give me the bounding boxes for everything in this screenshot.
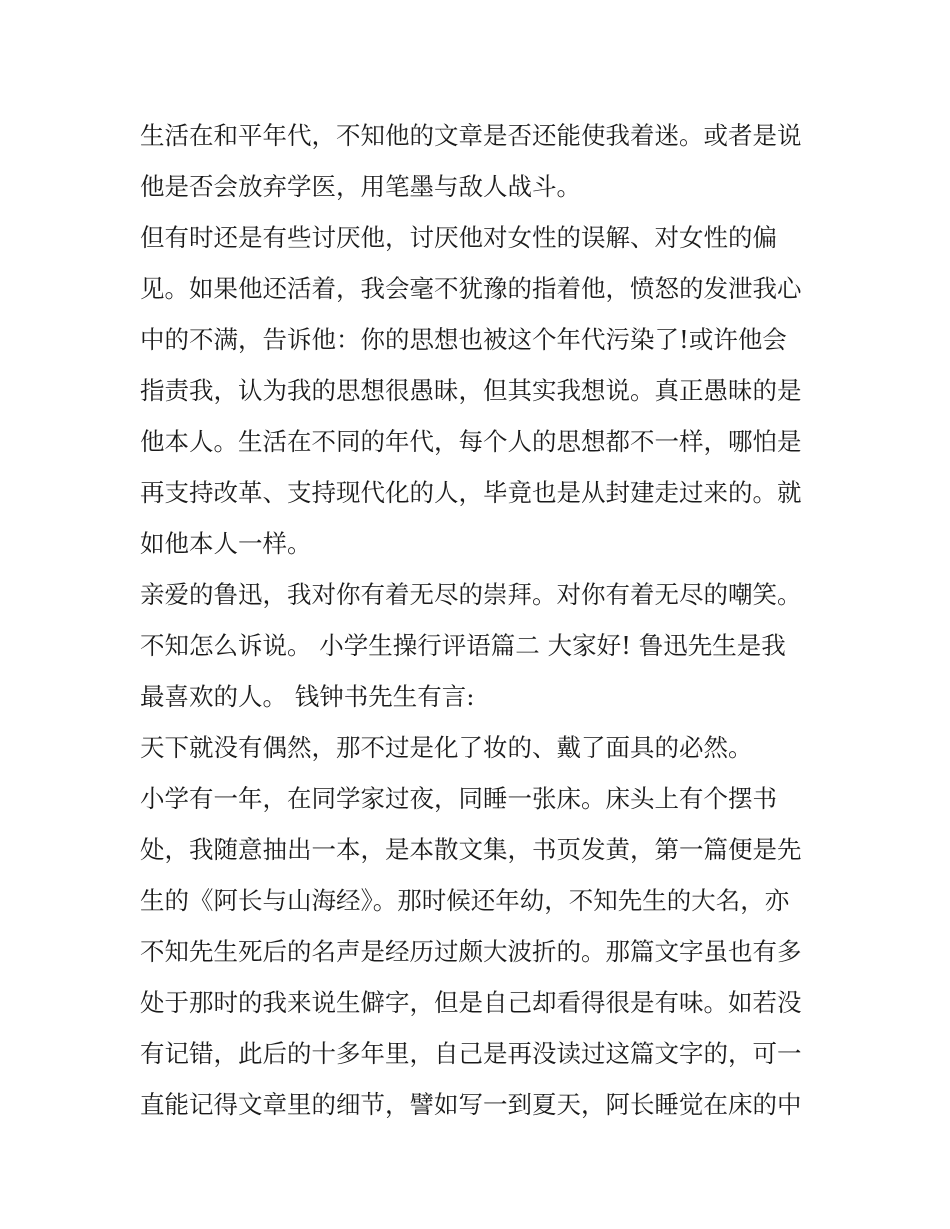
text-line: 亲爱的鲁迅，我对你有着无尽的崇拜。对你有着无尽的嘲笑。 bbox=[140, 580, 802, 609]
text-line: 不知先生死后的名声是经历过颇大波折的。那篇文字虽也有多 bbox=[140, 937, 802, 966]
text-line: 他本人。生活在不同的年代，每个人的思想都不一样，哪怕是 bbox=[140, 427, 802, 456]
text-line: 见。如果他还活着，我会毫不犹豫的指着他，愤怒的发泄我心 bbox=[140, 274, 802, 303]
text-line: 最喜欢的人。 钱钟书先生有言: bbox=[140, 682, 475, 711]
text-line: 处于那时的我来说生僻字，但是自己却看得很是有味。如若没 bbox=[140, 988, 802, 1017]
text-line: 他是否会放弃学医，用笔墨与敌人战斗。 bbox=[140, 172, 581, 201]
text-line: 中的不满，告诉他：你的思想也被这个年代污染了!或许他会 bbox=[140, 325, 787, 354]
text-line: 直能记得文章里的细节，譬如写一到夏天，阿长睡觉在床的中 bbox=[140, 1090, 802, 1119]
text-line: 生的《阿长与山海经》。那时候还年幼，不知先生的大名，亦 bbox=[140, 886, 790, 915]
text-line: 指责我，认为我的思想很愚昧，但其实我想说。真正愚昧的是 bbox=[140, 376, 802, 405]
text-line: 如他本人一样。 bbox=[140, 529, 312, 558]
text-line: 天下就没有偶然，那不过是化了妆的、戴了面具的必然。 bbox=[140, 733, 753, 762]
text-line: 生活在和平年代，不知他的文章是否还能使我着迷。或者是说 bbox=[140, 121, 802, 150]
text-line: 有记错，此后的十多年里，自己是再没读过这篇文字的，可一 bbox=[140, 1039, 802, 1068]
text-line: 不知怎么诉说。 小学生操行评语篇二 大家好! 鲁迅先生是我 bbox=[140, 631, 786, 660]
text-line: 处，我随意抽出一本，是本散文集，书页发黄，第一篇便是先 bbox=[140, 835, 802, 864]
text-line: 再支持改革、支持现代化的人，毕竟也是从封建走过来的。就 bbox=[140, 478, 802, 507]
text-line: 小学有一年，在同学家过夜，同睡一张床。床头上有个摆书 bbox=[140, 784, 777, 813]
body-text bbox=[140, 110, 820, 1130]
text-line: 但有时还是有些讨厌他，讨厌他对女性的误解、对女性的偏 bbox=[140, 223, 777, 252]
